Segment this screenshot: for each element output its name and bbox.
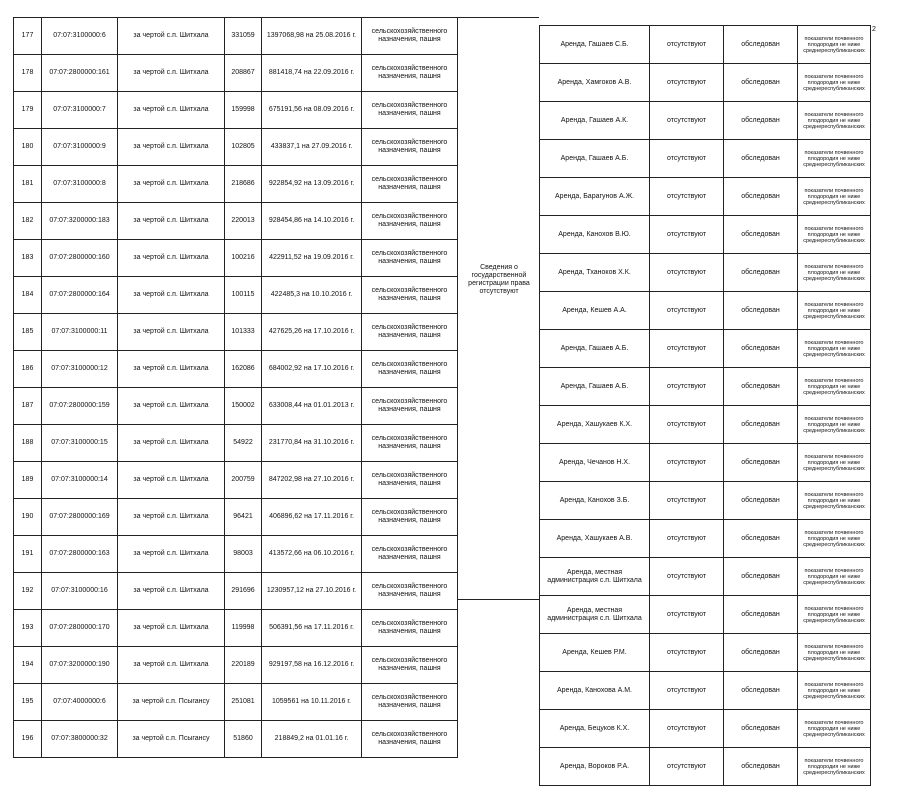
cell-tenant: Аренда, Гашаев А.Б. <box>540 330 650 368</box>
table-row <box>540 596 871 634</box>
cell-value: 1230957,12 на 27.10.2016 г. <box>262 573 362 610</box>
land-plots-table-body <box>14 18 458 758</box>
cell-category: сельскохозяйственного назначения, пашня <box>362 203 458 240</box>
cell-encumbrance: отсутствуют <box>650 102 724 140</box>
table-row <box>14 573 458 610</box>
cell-area: 220013 <box>225 203 262 240</box>
cell-survey: обследован <box>724 444 798 482</box>
cell-value: 506391,56 на 17.11.2016 г. <box>262 610 362 647</box>
cell-tenant: Аренда, Хашукаев А.В. <box>540 520 650 558</box>
table-row <box>14 129 458 166</box>
table-row <box>540 444 871 482</box>
cell-area: 119998 <box>225 610 262 647</box>
cell-survey: обследован <box>724 64 798 102</box>
cell-area: 51860 <box>225 721 262 758</box>
cell-category: сельскохозяйственного назначения, пашня <box>362 425 458 462</box>
cell-quality: показатели почвенного плодородия не ниже среднереспубликанских <box>798 178 871 216</box>
cell-tenant: Аренда, Барагунов А.Ж. <box>540 178 650 216</box>
cell-category: сельскохозяйственного назначения, пашня <box>362 240 458 277</box>
cell-cadastral: 07:07:3100000:15 <box>42 425 118 462</box>
cell-value: 427625,26 на 17.10.2016 г. <box>262 314 362 351</box>
cell-value: 675191,56 на 08.09.2016 г. <box>262 92 362 129</box>
cell-encumbrance: отсутствуют <box>650 216 724 254</box>
cell-cadastral: 07:07:3100000:16 <box>42 573 118 610</box>
table-row <box>540 710 871 748</box>
table-row <box>540 254 871 292</box>
table-row <box>540 102 871 140</box>
cell-survey: обследован <box>724 482 798 520</box>
cell-value: 218849,2 на 01.01.16 г. <box>262 721 362 758</box>
cell-area: 100216 <box>225 240 262 277</box>
table-row <box>14 240 458 277</box>
cell-category: сельскохозяйственного назначения, пашня <box>362 573 458 610</box>
cell-location: за чертой с.п. Шитхала <box>118 92 225 129</box>
cell-num: 193 <box>14 610 42 647</box>
table-row <box>540 748 871 786</box>
cell-location: за чертой с.п. Шитхала <box>118 647 225 684</box>
table-row <box>540 216 871 254</box>
cell-num: 191 <box>14 536 42 573</box>
cell-tenant: Аренда, Бецуков К.Х. <box>540 710 650 748</box>
registration-note: Сведения о государственной регистрации права отсутствуют <box>468 264 530 295</box>
cell-category: сельскохозяйственного назначения, пашня <box>362 499 458 536</box>
cell-encumbrance: отсутствуют <box>650 520 724 558</box>
cell-location: за чертой с.п. Шитхала <box>118 277 225 314</box>
cell-cadastral: 07:07:2800000:163 <box>42 536 118 573</box>
cell-quality: показатели почвенного плодородия не ниже среднереспубликанских <box>798 748 871 786</box>
cell-quality: показатели почвенного плодородия не ниже среднереспубликанских <box>798 634 871 672</box>
cell-cadastral: 07:07:3100000:11 <box>42 314 118 351</box>
cell-survey: обследован <box>724 140 798 178</box>
cell-area: 200759 <box>225 462 262 499</box>
cell-area: 101333 <box>225 314 262 351</box>
cell-tenant: Аренда, Хамгоков А.В. <box>540 64 650 102</box>
cell-num: 178 <box>14 55 42 92</box>
cell-cadastral: 07:07:3100000:12 <box>42 351 118 388</box>
cell-location: за чертой с.п. Шитхала <box>118 18 225 55</box>
cell-location: за чертой с.п. Шитхала <box>118 388 225 425</box>
cell-encumbrance: отсутствуют <box>650 330 724 368</box>
cell-area: 251081 <box>225 684 262 721</box>
cell-category: сельскохозяйственного назначения, пашня <box>362 55 458 92</box>
cell-value: 633008,44 на 01.01.2013 г. <box>262 388 362 425</box>
table-row <box>14 536 458 573</box>
cell-category: сельскохозяйственного назначения, пашня <box>362 721 458 758</box>
cell-quality: показатели почвенного плодородия не ниже среднереспубликанских <box>798 406 871 444</box>
cell-cadastral: 07:07:2800000:164 <box>42 277 118 314</box>
cell-num: 195 <box>14 684 42 721</box>
cell-location: за чертой с.п. Шитхала <box>118 203 225 240</box>
cell-category: сельскохозяйственного назначения, пашня <box>362 277 458 314</box>
table-row <box>540 520 871 558</box>
cell-tenant: Аренда, Гашаев А.Б. <box>540 140 650 178</box>
cell-encumbrance: отсутствуют <box>650 710 724 748</box>
cell-quality: показатели почвенного плодородия не ниже среднереспубликанских <box>798 216 871 254</box>
cell-category: сельскохозяйственного назначения, пашня <box>362 92 458 129</box>
cell-value: 231770,84 на 31.10.2016 г. <box>262 425 362 462</box>
cell-quality: показатели почвенного плодородия не ниже среднереспубликанских <box>798 140 871 178</box>
cell-cadastral: 07:07:2800000:161 <box>42 55 118 92</box>
cell-tenant: Аренда, Кешев Р.М. <box>540 634 650 672</box>
table-row <box>14 166 458 203</box>
table-row <box>14 203 458 240</box>
cell-location: за чертой с.п. Шитхала <box>118 129 225 166</box>
cell-tenant: Аренда, местная администрация с.п. Шитхала <box>540 558 650 596</box>
tenants-table <box>539 25 871 786</box>
table-row <box>540 672 871 710</box>
cell-cadastral: 07:07:3100000:14 <box>42 462 118 499</box>
cell-encumbrance: отсутствуют <box>650 406 724 444</box>
cell-area: 218686 <box>225 166 262 203</box>
cell-cadastral: 07:07:3100000:6 <box>42 18 118 55</box>
cell-survey: обследован <box>724 216 798 254</box>
cell-cadastral: 07:07:2800000:159 <box>42 388 118 425</box>
cell-value: 422485,3 на 10.10.2016 г. <box>262 277 362 314</box>
table-row <box>540 140 871 178</box>
cell-tenant: Аренда, Канохов В.Ю. <box>540 216 650 254</box>
cell-location: за чертой с.п. Шитхала <box>118 573 225 610</box>
table-row <box>14 18 458 55</box>
cell-cadastral: 07:07:4000000:6 <box>42 684 118 721</box>
cell-location: за чертой с.п. Псыгансу <box>118 684 225 721</box>
cell-category: сельскохозяйственного назначения, пашня <box>362 647 458 684</box>
table-row <box>540 330 871 368</box>
cell-area: 96421 <box>225 499 262 536</box>
cell-encumbrance: отсутствуют <box>650 444 724 482</box>
cell-cadastral: 07:07:2800000:169 <box>42 499 118 536</box>
cell-tenant: Аренда, Тханоков Х.К. <box>540 254 650 292</box>
cell-encumbrance: отсутствуют <box>650 634 724 672</box>
cell-value: 922854,92 на 13.09.2016 г. <box>262 166 362 203</box>
cell-tenant: Аренда, местная администрация с.п. Шитхала <box>540 596 650 634</box>
table-row <box>540 26 871 64</box>
cell-encumbrance: отсутствуют <box>650 26 724 64</box>
cell-cadastral: 07:07:2800000:170 <box>42 610 118 647</box>
cell-area: 331059 <box>225 18 262 55</box>
cell-value: 1397068,98 на 25.08.2016 г. <box>262 18 362 55</box>
cell-survey: обследован <box>724 330 798 368</box>
cell-encumbrance: отсутствуют <box>650 368 724 406</box>
cell-value: 928454,86 на 14.10.2016 г. <box>262 203 362 240</box>
cell-location: за чертой с.п. Шитхала <box>118 499 225 536</box>
cell-cadastral: 07:07:3800000:32 <box>42 721 118 758</box>
cell-tenant: Аренда, Гашаев А.К. <box>540 102 650 140</box>
cell-quality: показатели почвенного плодородия не ниже среднереспубликанских <box>798 520 871 558</box>
cell-survey: обследован <box>724 292 798 330</box>
table-row <box>14 314 458 351</box>
cell-quality: показатели почвенного плодородия не ниже среднереспубликанских <box>798 64 871 102</box>
cell-area: 208867 <box>225 55 262 92</box>
cell-location: за чертой с.п. Шитхала <box>118 425 225 462</box>
cell-value: 881418,74 на 22.09.2016 г. <box>262 55 362 92</box>
cell-location: за чертой с.п. Шитхала <box>118 536 225 573</box>
cell-quality: показатели почвенного плодородия не ниже среднереспубликанских <box>798 596 871 634</box>
cell-tenant: Аренда, Чечанов Н.Х. <box>540 444 650 482</box>
cell-location: за чертой с.п. Шитхала <box>118 314 225 351</box>
table-row <box>14 684 458 721</box>
table-row <box>540 368 871 406</box>
cell-value: 1059561 на 10.11.2016 г. <box>262 684 362 721</box>
cell-quality: показатели почвенного плодородия не ниже среднереспубликанских <box>798 102 871 140</box>
cell-encumbrance: отсутствуют <box>650 178 724 216</box>
table-row <box>540 178 871 216</box>
cell-survey: обследован <box>724 406 798 444</box>
cell-category: сельскохозяйственного назначения, пашня <box>362 166 458 203</box>
cell-survey: обследован <box>724 178 798 216</box>
cell-num: 186 <box>14 351 42 388</box>
cell-encumbrance: отсутствуют <box>650 672 724 710</box>
cell-survey: обследован <box>724 102 798 140</box>
cell-area: 98003 <box>225 536 262 573</box>
cell-num: 182 <box>14 203 42 240</box>
table-row <box>540 406 871 444</box>
cell-tenant: Аренда, Вороков Р.А. <box>540 748 650 786</box>
cell-category: сельскохозяйственного назначения, пашня <box>362 684 458 721</box>
table-row <box>540 558 871 596</box>
cell-quality: показатели почвенного плодородия не ниже среднереспубликанских <box>798 444 871 482</box>
cell-area: 54922 <box>225 425 262 462</box>
table-row <box>540 634 871 672</box>
cell-survey: обследован <box>724 520 798 558</box>
cell-area: 150002 <box>225 388 262 425</box>
cell-category: сельскохозяйственного назначения, пашня <box>362 610 458 647</box>
cell-encumbrance: отсутствуют <box>650 64 724 102</box>
table-row <box>14 462 458 499</box>
cell-category: сельскохозяйственного назначения, пашня <box>362 462 458 499</box>
table-join-line-bottom <box>457 599 539 600</box>
cell-survey: обследован <box>724 748 798 786</box>
cell-area: 162086 <box>225 351 262 388</box>
cell-tenant: Аренда, Кешев А.А. <box>540 292 650 330</box>
cell-category: сельскохозяйственного назначения, пашня <box>362 129 458 166</box>
cell-quality: показатели почвенного плодородия не ниже среднереспубликанских <box>798 292 871 330</box>
cell-num: 188 <box>14 425 42 462</box>
cell-survey: обследован <box>724 558 798 596</box>
cell-value: 929197,58 на 16.12.2016 г. <box>262 647 362 684</box>
table-join-line-top <box>457 17 539 18</box>
cell-category: сельскохозяйственного назначения, пашня <box>362 351 458 388</box>
cell-location: за чертой с.п. Шитхала <box>118 240 225 277</box>
cell-num: 177 <box>14 18 42 55</box>
cell-encumbrance: отсутствуют <box>650 748 724 786</box>
cell-location: за чертой с.п. Псыгансу <box>118 721 225 758</box>
cell-cadastral: 07:07:3100000:9 <box>42 129 118 166</box>
cell-tenant: Аренда, Канохов З.Б. <box>540 482 650 520</box>
cell-num: 196 <box>14 721 42 758</box>
table-row <box>14 55 458 92</box>
cell-num: 192 <box>14 573 42 610</box>
cell-num: 181 <box>14 166 42 203</box>
table-row <box>14 425 458 462</box>
table-row <box>14 499 458 536</box>
cell-encumbrance: отсутствуют <box>650 558 724 596</box>
cell-quality: показатели почвенного плодородия не ниже среднереспубликанских <box>798 26 871 64</box>
cell-value: 406896,62 на 17.11.2016 г. <box>262 499 362 536</box>
land-plots-table <box>13 17 458 758</box>
cell-value: 422911,52 на 19.09.2016 г. <box>262 240 362 277</box>
cell-area: 220189 <box>225 647 262 684</box>
cell-encumbrance: отсутствуют <box>650 140 724 178</box>
cell-encumbrance: отсутствуют <box>650 292 724 330</box>
table-row <box>14 388 458 425</box>
page-number: 2 <box>872 26 876 33</box>
cell-encumbrance: отсутствуют <box>650 482 724 520</box>
cell-location: за чертой с.п. Шитхала <box>118 610 225 647</box>
table-row <box>540 64 871 102</box>
cell-survey: обследован <box>724 672 798 710</box>
cell-tenant: Аренда, Хашукаев К.Х. <box>540 406 650 444</box>
cell-survey: обследован <box>724 26 798 64</box>
cell-survey: обследован <box>724 254 798 292</box>
cell-num: 183 <box>14 240 42 277</box>
cell-num: 187 <box>14 388 42 425</box>
cell-num: 190 <box>14 499 42 536</box>
cell-cadastral: 07:07:3200000:190 <box>42 647 118 684</box>
cell-quality: показатели почвенного плодородия не ниже среднереспубликанских <box>798 330 871 368</box>
cell-cadastral: 07:07:3100000:7 <box>42 92 118 129</box>
cell-location: за чертой с.п. Шитхала <box>118 462 225 499</box>
table-row <box>14 277 458 314</box>
cell-survey: обследован <box>724 634 798 672</box>
table-row <box>14 351 458 388</box>
cell-quality: показатели почвенного плодородия не ниже среднереспубликанских <box>798 672 871 710</box>
cell-tenant: Аренда, Гашаев А.Б. <box>540 368 650 406</box>
cell-quality: показатели почвенного плодородия не ниже среднереспубликанских <box>798 368 871 406</box>
cell-area: 100115 <box>225 277 262 314</box>
cell-area: 102805 <box>225 129 262 166</box>
cell-num: 189 <box>14 462 42 499</box>
cell-cadastral: 07:07:2800000:160 <box>42 240 118 277</box>
cell-category: сельскохозяйственного назначения, пашня <box>362 536 458 573</box>
cell-location: за чертой с.п. Шитхала <box>118 166 225 203</box>
cell-quality: показатели почвенного плодородия не ниже среднереспубликанских <box>798 558 871 596</box>
cell-cadastral: 07:07:3100000:8 <box>42 166 118 203</box>
cell-survey: обследован <box>724 596 798 634</box>
cell-tenant: Аренда, Гашаев С.Б. <box>540 26 650 64</box>
cell-num: 179 <box>14 92 42 129</box>
table-row <box>14 92 458 129</box>
cell-area: 291696 <box>225 573 262 610</box>
cell-num: 194 <box>14 647 42 684</box>
cell-quality: показатели почвенного плодородия не ниже среднереспубликанских <box>798 710 871 748</box>
cell-value: 684002,92 на 17.10.2016 г. <box>262 351 362 388</box>
cell-value: 413572,66 на 06.10.2016 г. <box>262 536 362 573</box>
tenants-table-body <box>540 26 871 786</box>
cell-category: сельскохозяйственного назначения, пашня <box>362 314 458 351</box>
cell-quality: показатели почвенного плодородия не ниже среднереспубликанских <box>798 254 871 292</box>
table-row <box>540 292 871 330</box>
cell-cadastral: 07:07:3200000:183 <box>42 203 118 240</box>
cell-survey: обследован <box>724 710 798 748</box>
cell-num: 184 <box>14 277 42 314</box>
cell-quality: показатели почвенного плодородия не ниже среднереспубликанских <box>798 482 871 520</box>
cell-value: 433837,1 на 27.09.2016 г. <box>262 129 362 166</box>
table-row <box>14 721 458 758</box>
cell-num: 180 <box>14 129 42 166</box>
cell-location: за чертой с.п. Шитхала <box>118 351 225 388</box>
cell-encumbrance: отсутствуют <box>650 254 724 292</box>
table-row <box>14 610 458 647</box>
cell-num: 185 <box>14 314 42 351</box>
cell-value: 847202,98 на 27.10.2016 г. <box>262 462 362 499</box>
cell-category: сельскохозяйственного назначения, пашня <box>362 388 458 425</box>
cell-survey: обследован <box>724 368 798 406</box>
table-row <box>14 647 458 684</box>
cell-tenant: Аренда, Канохова А.М. <box>540 672 650 710</box>
cell-area: 159998 <box>225 92 262 129</box>
table-row <box>540 482 871 520</box>
cell-encumbrance: отсутствуют <box>650 596 724 634</box>
cell-location: за чертой с.п. Шитхала <box>118 55 225 92</box>
cell-category: сельскохозяйственного назначения, пашня <box>362 18 458 55</box>
